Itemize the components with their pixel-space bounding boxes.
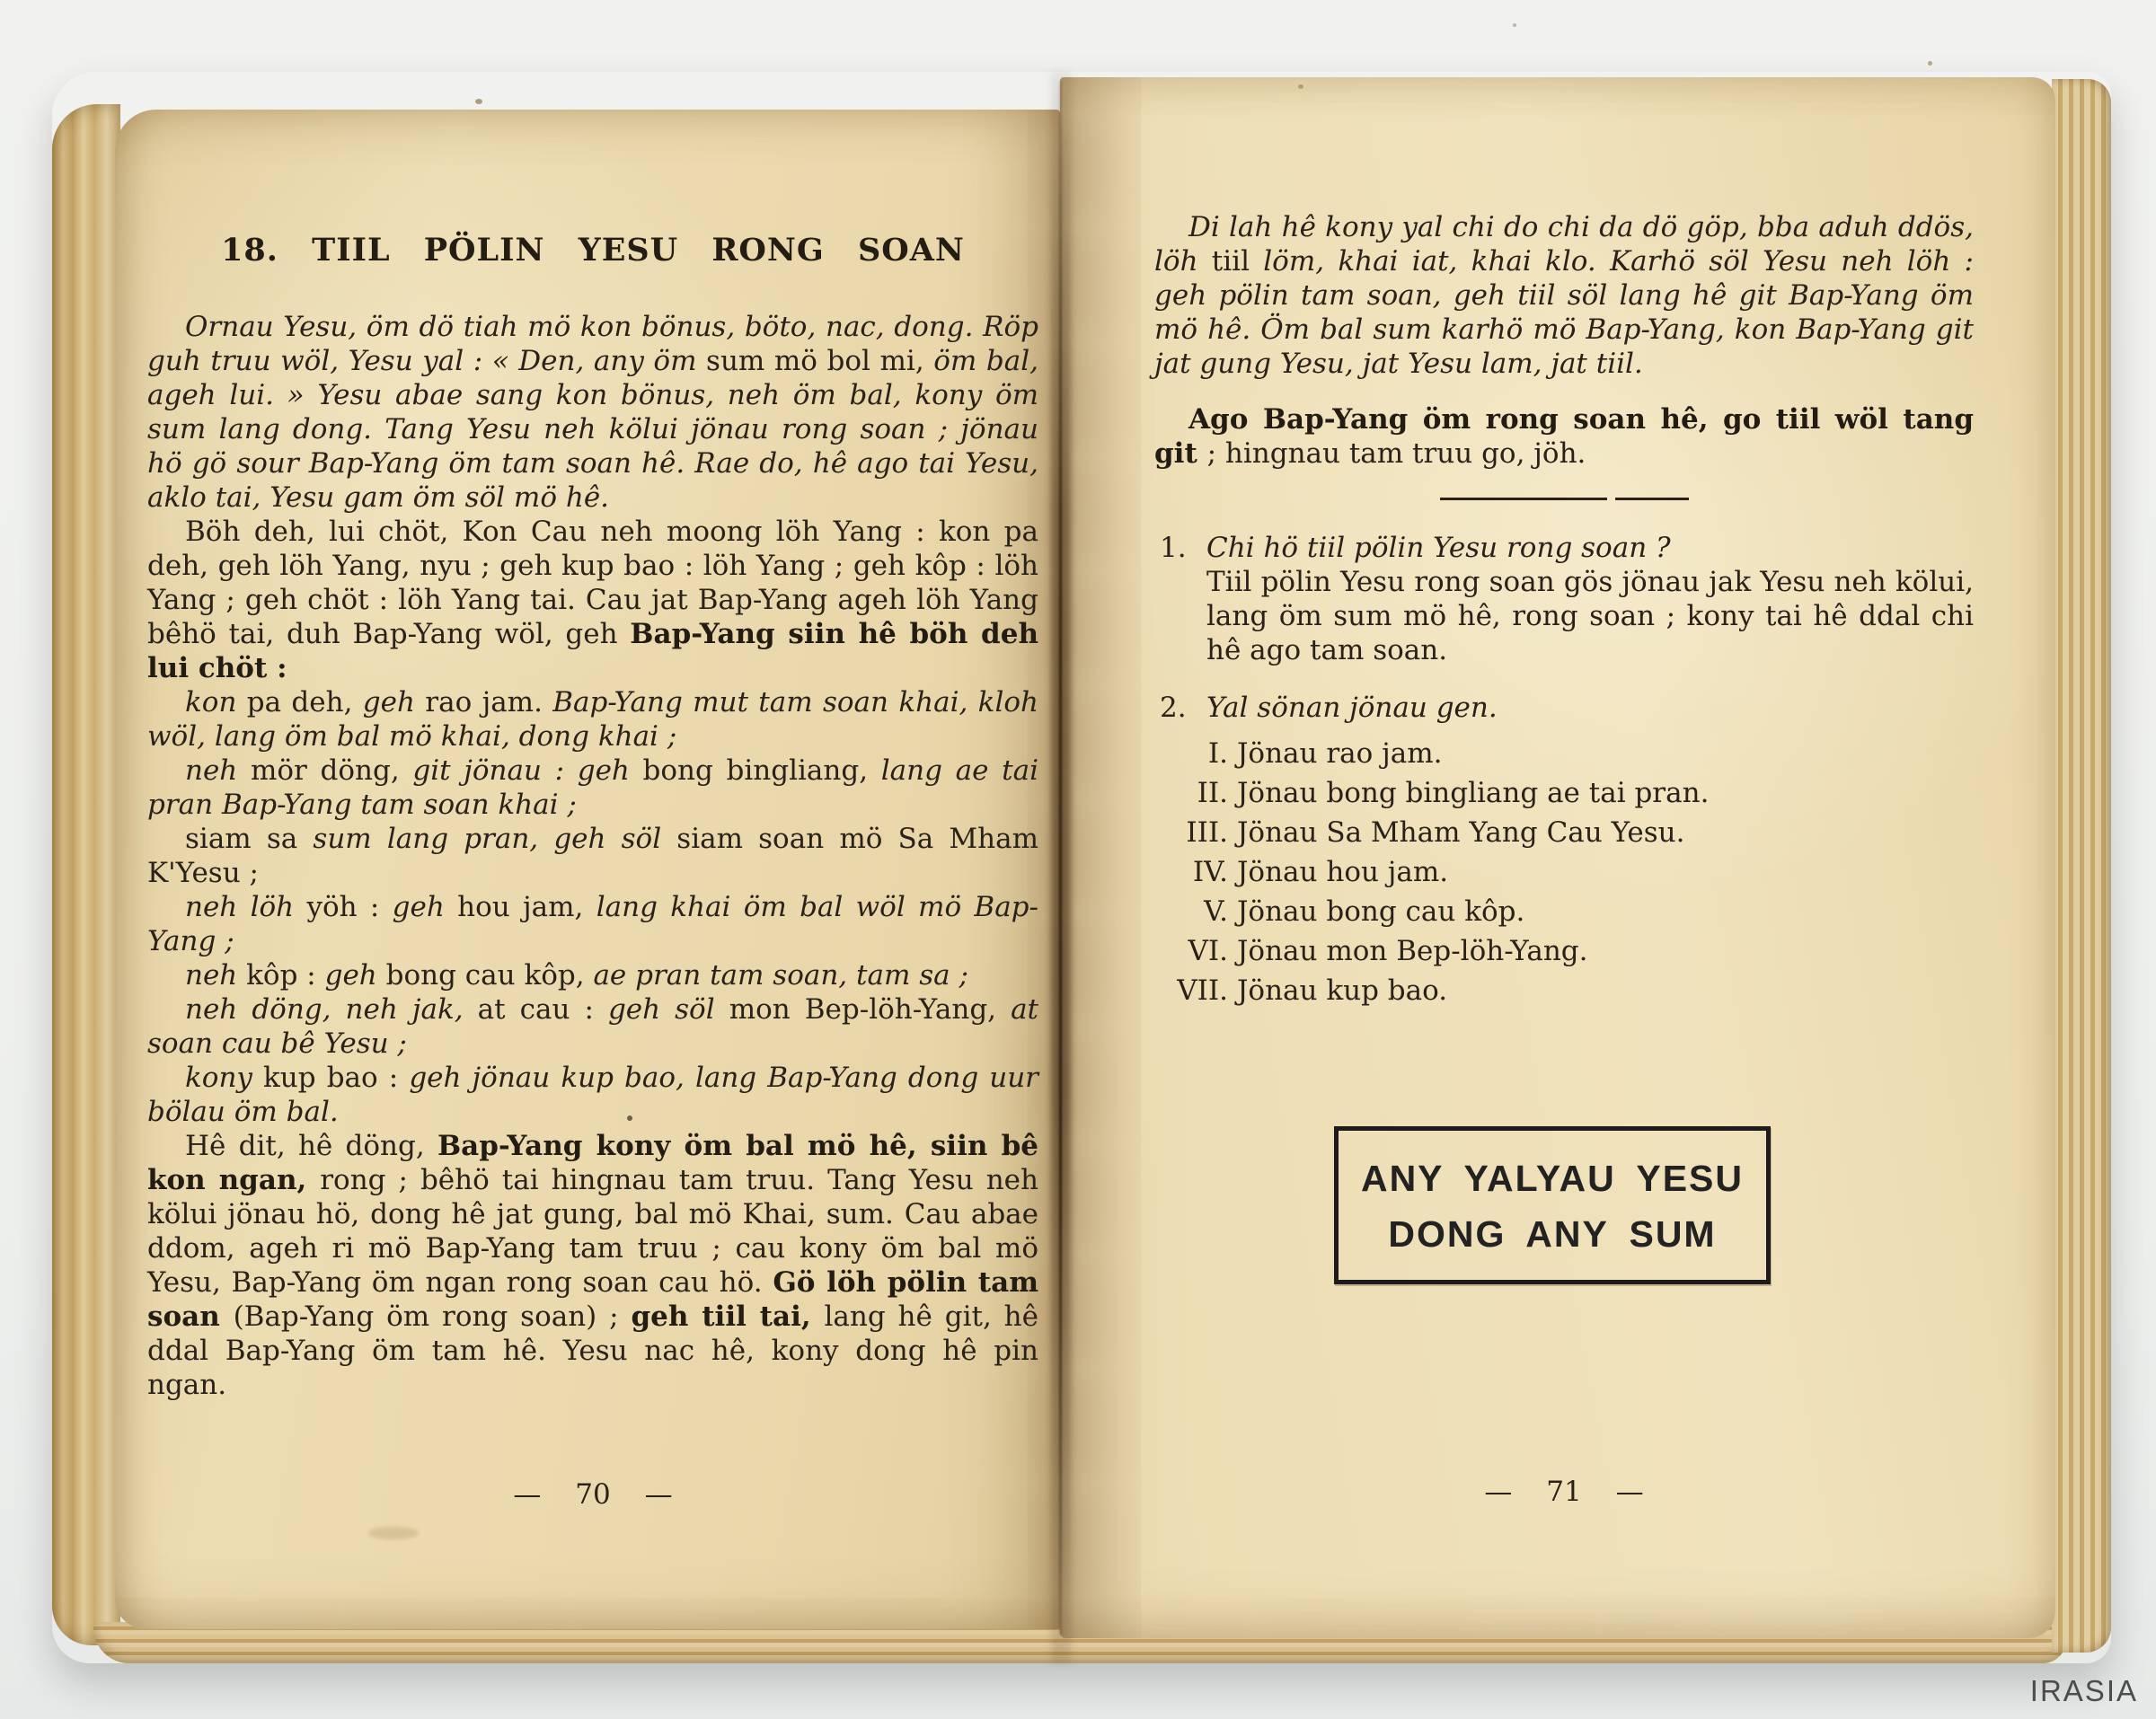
callout-line: ANY YALYAU YESU	[1360, 1158, 1745, 1199]
item-text: Jönau Sa Mham Yang Cau Yesu.	[1237, 816, 1685, 849]
paper-speck	[627, 1115, 632, 1121]
right-page	[1060, 77, 2055, 1638]
left-page	[115, 110, 1060, 1629]
paper-speck	[1298, 84, 1303, 89]
item-numeral: VII.	[1177, 974, 1228, 1007]
paragraph: neh döng, neh jak, at cau : geh söl mon Bep-löh-Yang, at soan cau bê Yesu ;	[147, 993, 1039, 1060]
left-page-body	[147, 310, 1038, 1402]
item-text: Jönau bong cau kôp.	[1237, 895, 1525, 928]
paper-speck	[475, 99, 482, 104]
divider-dash	[1615, 498, 1689, 500]
watermark: IRASIA	[2029, 1674, 2138, 1707]
paragraph: neh kôp : geh bong cau kôp, ae pran tam soan, tam sa ;	[185, 959, 968, 992]
question-number: 1.	[1160, 532, 1187, 564]
paper-speck	[1513, 23, 1516, 27]
right-page-text	[1154, 210, 1975, 1508]
roman-list	[1154, 734, 1974, 1010]
paragraph: neh löh yöh : geh hou jam, lang khai öm bal wöl mö Bap-Yang ;	[147, 891, 1039, 957]
list-item	[1171, 852, 1974, 892]
gutter-crease	[1059, 81, 1062, 1635]
question-text: Yal sönan jönau gen.	[1206, 692, 1498, 724]
item-numeral: III.	[1186, 816, 1228, 849]
item-text: Jönau bong bingliang ae tai pran.	[1237, 777, 1710, 809]
question-text: Chi hö tiil pölin Yesu rong soan ?	[1206, 532, 1671, 564]
item-text: Jönau rao jam.	[1237, 737, 1443, 770]
item-text: Jönau kup bao.	[1237, 974, 1448, 1007]
page-number-left: — 70 —	[513, 1478, 673, 1511]
paper-speck	[368, 1527, 419, 1539]
list-item	[1171, 971, 1974, 1010]
item-text: Jönau hou jam.	[1237, 856, 1449, 888]
item-numeral: VI.	[1188, 935, 1228, 967]
paragraph: kon pa deh, geh rao jam. Bap-Yang mut tam soan khai, kloh wöl, lang öm bal mö khai, dong khai ;	[147, 686, 1039, 753]
page-edges-left	[52, 104, 120, 1645]
left-page-text	[147, 232, 1039, 1511]
paragraph: Hê dit, hê döng, Bap-Yang kony öm bal mö hê, siin bê kon ngan, rong ; bêhö tai hingnau tam truu. Tang Yesu neh kölui jönau hö, dong hê jat gung, bal mö Khai, sum. Cau abae ddom, ageh ri mö Bap-Yang tam truu ; cau kony öm bal mö Yesu, Bap-Yang öm ngan rong soan cau hö. Gö löh pölin tam soan (Bap-Yang öm rong soan) ; geh tiil tai, lang hê git, hê ddal Bap-Yang öm tam hê. Yesu nac hê, kony dong hê pin ngan.	[147, 1130, 1039, 1401]
callout-line: DONG ANY SUM	[1388, 1213, 1717, 1255]
callout-box	[1334, 1126, 1771, 1284]
item-numeral: V.	[1204, 895, 1228, 928]
lesson-title: 18. TIIL PÖLIN YESU RONG SOAN	[221, 232, 965, 269]
page-number-right: — 71 —	[1484, 1476, 1644, 1508]
item-text: Jönau mon Bep-löh-Yang.	[1237, 935, 1588, 967]
item-numeral: IV.	[1192, 856, 1228, 888]
list-item	[1171, 892, 1974, 931]
book	[52, 72, 2111, 1663]
paragraph: Di lah hê kony yal chi do chi da dö göp, bba aduh ddös, löh tiil löm, khai iat, khai klo. Karhö söl Yesu neh löh : geh pölin tam soan, geh tiil söl lang hê git Bap-Yang öm mö hê. Öm bal sum karhö mö Bap-Yang, kon Bap-Yang git jat gung Yesu, jat Yesu lam, jat tiil.	[1154, 211, 1975, 380]
paragraph: kony kup bao : geh jönau kup bao, lang Bap-Yang dong uur bölau öm bal.	[147, 1062, 1039, 1128]
page-edges-right	[2052, 79, 2111, 1653]
divider-dash	[1440, 498, 1607, 500]
paragraph: neh mör döng, git jönau : geh bong bingliang, lang ae tai pran Bap-Yang tam soan khai ;	[147, 754, 1038, 821]
paragraph: Ornau Yesu, öm dö tiah mö kon bönus, böto, nac, dong. Röp guh truu wöl, Yesu yal : « Den, any öm sum mö bol mi, öm bal, ageh lui. » Yesu abae sang kon bönus, neh öm bal, kony öm sum lang dong. Tang Yesu neh kölui jönau rong soan ; jönau hö gö sour Bap-Yang öm tam soan hê. Rae do, hê ago tai Yesu, aklo tai, Yesu gam öm söl mö hê.	[147, 311, 1038, 514]
section-divider	[1154, 498, 1974, 500]
list-item	[1171, 773, 1974, 813]
question-number: 2.	[1160, 692, 1187, 724]
question-block-1	[1154, 531, 1974, 667]
question-block-2	[1154, 691, 1974, 725]
answer-text: Tiil pölin Yesu rong soan gös jönau jak Yesu neh kölui, lang öm sum mö hê, rong soan ; kony tai hê ddal chi hê ago tam soan.	[1206, 566, 1974, 666]
list-item	[1171, 931, 1974, 971]
list-item	[1171, 734, 1974, 773]
paragraph: Böh deh, lui chöt, Kon Cau neh moong löh Yang : kon pa deh, geh löh Yang, nyu ; geh kup bao : löh Yang ; geh kôp : löh Yang ; geh chöt : löh Yang tai. Cau jat Bap-Yang ageh löh Yang bêhö tai, duh Bap-Yang wöl, geh Bap-Yang siin hê böh deh lui chöt :	[147, 516, 1038, 684]
list-item	[1171, 813, 1974, 852]
paragraph: Ago Bap-Yang öm rong soan hê, go tiil wöl tang git ; hingnau tam truu go, jöh.	[1154, 403, 1974, 470]
item-numeral: II.	[1197, 777, 1228, 809]
item-numeral: I.	[1207, 737, 1228, 770]
paragraph: siam sa sum lang pran, geh söl siam soan mö Sa Mham K'Yesu ;	[147, 823, 1038, 889]
paper-speck	[1928, 61, 1932, 66]
